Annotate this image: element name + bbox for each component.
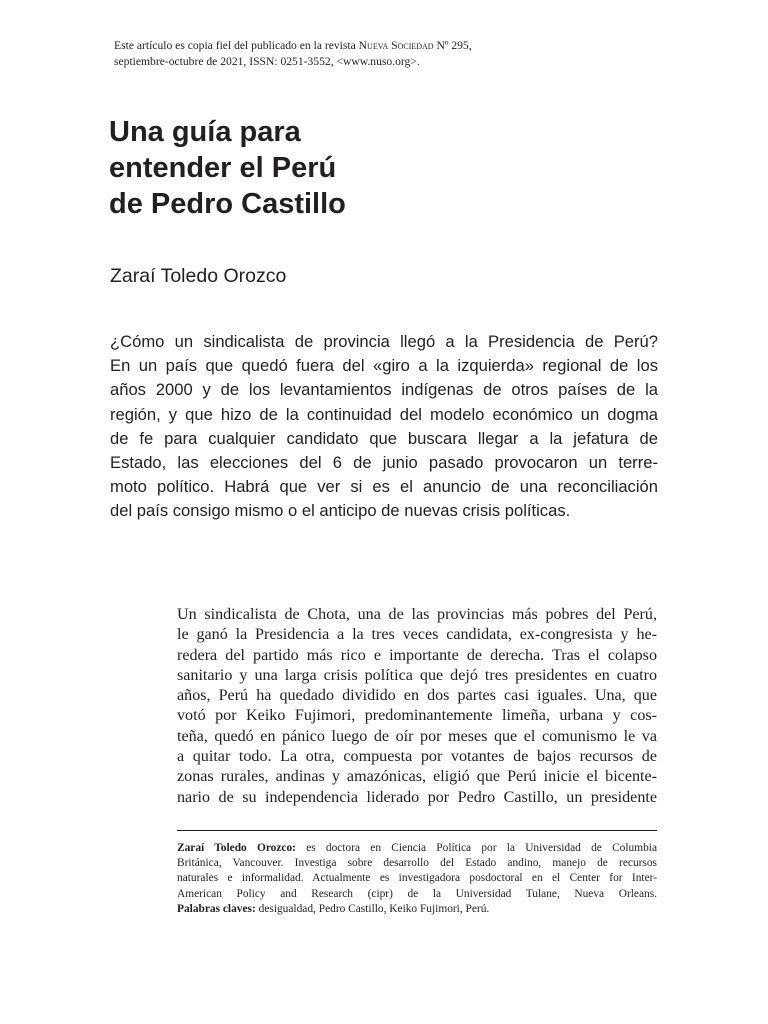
title-line: de Pedro Castillo <box>109 188 346 220</box>
notice-text: Este artículo es copia fiel del publicado en la revista <box>114 39 359 52</box>
notice-line-1 <box>114 38 574 54</box>
body-line: votó por Keiko Fujimori, predominantemente limeña, urbana y cos- <box>177 707 657 725</box>
body-line: nario de su independencia liderado por Pedro Castillo, un presidente <box>177 788 657 806</box>
author-name: Zaraí Toledo Orozco <box>110 265 287 287</box>
title-line: entender el Perú <box>109 152 337 184</box>
body-line: a quitar todo. La otra, compuesta por votantes de bajos recursos de <box>177 748 657 766</box>
abstract <box>110 330 658 524</box>
abstract-line: En un país que quedó fuera del «giro a la izquierda» regional de los <box>110 356 658 376</box>
body-line: teña, quedó en pánico luego de oír por meses que el comunismo le va <box>177 727 657 745</box>
journal-name: Nueva Sociedad <box>358 39 434 52</box>
body-line: Un sindicalista de Chota, una de las provincias más pobres del Perú, <box>177 606 657 623</box>
keywords-text: desigualdad, Pedro Castillo, Keiko Fujimori, Perú. <box>255 902 490 915</box>
body-line: sanitario y una larga crisis política que dejó tres presidentes en cuatro <box>177 666 657 684</box>
body-line: zonas rurales, andinas y amazónicas, eligió que Perú inicie el bicente- <box>177 768 657 786</box>
keywords-line <box>177 902 657 917</box>
abstract-line: Estado, las elecciones del 6 de junio pasado provocaron un terre- <box>110 453 658 473</box>
footnote-author-label: Zaraí Toledo Orozco: <box>177 842 296 854</box>
abstract-line: moto político. Habrá que ver si es el anuncio de una reconciliación <box>110 477 658 497</box>
footnote-line: Británica, Vancouver. Investiga sobre desarrollo del Estado andino, manejo de recursos <box>177 857 657 870</box>
footnote-bio-text: es doctora en Ciencia Política por la Universidad de Columbia <box>295 842 658 854</box>
author-footnote <box>177 841 657 917</box>
body-line: le ganó la Presidencia a la tres veces candidata, ex-congresista y he- <box>177 626 657 644</box>
footnote-divider <box>177 830 657 831</box>
abstract-line: ¿Cómo un sindicalista de provincia llegó a la Presidencia de Perú? <box>110 332 658 351</box>
copyright-notice <box>114 38 574 70</box>
abstract-line: de fe para cualquier candidato que buscara llegar a la jefatura de <box>110 428 658 448</box>
footnote-line: naturales e informalidad. Actualmente es investigadora posdoctoral en el Center for Inter- <box>177 872 657 885</box>
abstract-line: del país consigo mismo o el anticipo de nuevas crisis políticas. <box>110 501 571 521</box>
issue-number: Nº 295, <box>433 39 472 52</box>
body-line: redera del partido más rico e importante de derecha. Tras el colapso <box>177 646 657 664</box>
footnote-line <box>177 841 657 856</box>
title-line: Una guía para <box>109 116 301 148</box>
body-line: años, Perú ha quedado dividido en dos partes casi iguales. Una, que <box>177 687 657 705</box>
keywords-label: Palabras claves: <box>177 902 256 915</box>
body-text <box>177 605 657 808</box>
article-title <box>109 114 669 222</box>
footnote-line: American Policy and Research (cipr) de la Universidad Tulane, Nueva Orleans. <box>177 887 657 900</box>
abstract-line: años 2000 y de los levantamientos indígenas de otros países de la <box>110 380 658 400</box>
notice-line-2: septiembre-octubre de 2021, ISSN: 0251-3552, <www.nuso.org>. <box>114 55 420 68</box>
abstract-line: región, y que hizo de la continuidad del modelo económico un dogma <box>110 404 658 424</box>
